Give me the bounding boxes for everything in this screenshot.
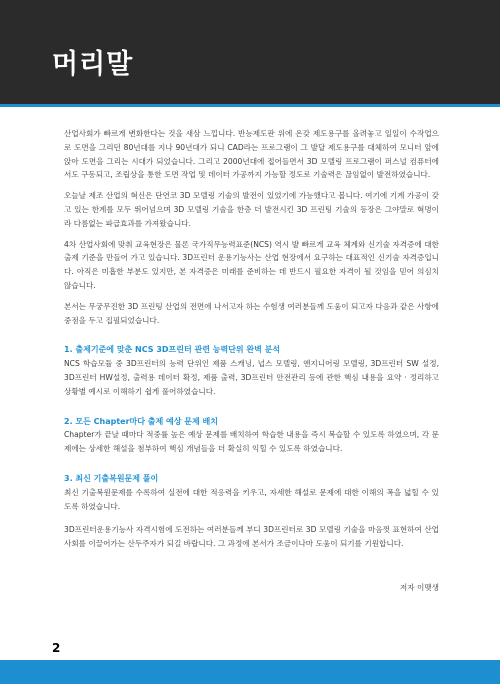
chapter-header <box>0 0 500 104</box>
header-accent-line <box>0 104 500 107</box>
section-heading-3: 3. 최신 기출복원문제 풀이 <box>64 473 159 483</box>
section-body-3: 최신 기출복원문제를 수록하여 실전에 대한 적응력을 키우고, 자세한 해설로 문제에 대한 이해의 폭을 넓힐 수 있도록 하였습니다. <box>64 487 439 511</box>
section-heading-2: 2. 모든 Chapter마다 출제 예상 문제 배치 <box>64 416 218 426</box>
page-number: 2 <box>52 641 61 655</box>
footer-bar <box>0 660 500 684</box>
preface-body <box>64 127 439 558</box>
intro-paragraph-2: 오늘날 제조 산업의 혁신은 단연코 3D 모델링 기술의 발전이 있었기에 가능했다고 봅니다. 여기에 기계 가공이 갖고 있는 한계를 모두 뛰어넘으며 3D 모델링 기술을 한층 더 발전시킨 3D 프린팅 기술의 등장은 그야말로 혁명이라 다름없는 파급효과를 가져왔습니다. <box>64 191 439 228</box>
section-body-1: NCS 학습모듈 중 3D프린터의 능력 단위인 제품 스캐닝, 넙스 모델링, 엔지니어링 모델링, 3D프린터 SW 설정, 3D프린터 HW설정, 출력용 데이터 확정, 제품 출력, 3D프린터 안전관리 등에 관한 핵심 내용을 요약 · 정리하고 상황별 예시로 이해하기 쉽게 풀어하였습니다. <box>64 359 439 396</box>
closing-paragraph: 3D프린터운용기능사 자격시험에 도전하는 여러분들께 부디 3D프린터로 3D 모델링 기술을 마음껏 표현하여 산업사회를 이끌어가는 산두주자가 되길 바랍니다. 그 과정에 본서가 조금이나마 도움이 되기를 기원합니다. <box>64 525 439 549</box>
intro-paragraph-3: 4차 산업사회에 맞춰 교육현장은 물론 국가직무능력표준(NCS) 역시 발 빠르게 교육 체계와 신기술 자격증에 대한 출제 기준을 만들어 가고 있습니다. 3D프린터 운용기능사는 산업 현장에서 요구하는 대표적인 신기술 자격증입니다. 아직은 미흡한 부분도 있지만, 본 자격증은 미래를 준비하는 데 반드시 필요한 자격이 될 것임을 믿어 의심치 않습니다. <box>64 239 439 290</box>
section-heading-1: 1. 출제기준에 맞춘 NCS 3D프린터 관련 능력단위 완벽 분석 <box>64 345 281 355</box>
section-body-2: Chapter가 끝날 때마다 적중률 높은 예상 문제를 배치하여 학습한 내용을 즉시 복습할 수 있도록 하였으며, 각 문제에는 상세한 해설을 첨부하여 핵심 개념들을 더 확실히 익힐 수 있도록 하였습니다. <box>64 430 439 454</box>
author-signature: 저자 이맺생 <box>399 583 439 592</box>
intro-paragraph-1: 산업사회가 빠르게 변화한다는 것을 새삼 느낍니다. 반능제도판 위에 온갖 제도용구를 올려놓고 일일이 수작업으로 도면을 그리던 80년대를 지나 90년대가 되니 CAD라는 프로그램이 그 발달 제도용구를 대체하여 모니터 앞에 앉아 도면을 그리는 시대가 되었습니다. 그리고 2000년대에 접어들면서 3D 모델링 프로그램이 퍼스널 컴퓨터에서도 구동되고, 조립상을 통한 도면 작업 및 데이터 가공까지 가능할 정도로 기술력은 끊임없이 발전하였습니다. <box>64 129 439 180</box>
page-title: 머리말 <box>52 49 134 80</box>
intro-paragraph-4: 본서는 무궁무진한 3D 프린팅 산업의 전면에 나서고자 하는 수험생 여러분들께 도움이 되고자 다음과 같은 사항에 중점을 두고 집필되었습니다. <box>64 301 439 325</box>
